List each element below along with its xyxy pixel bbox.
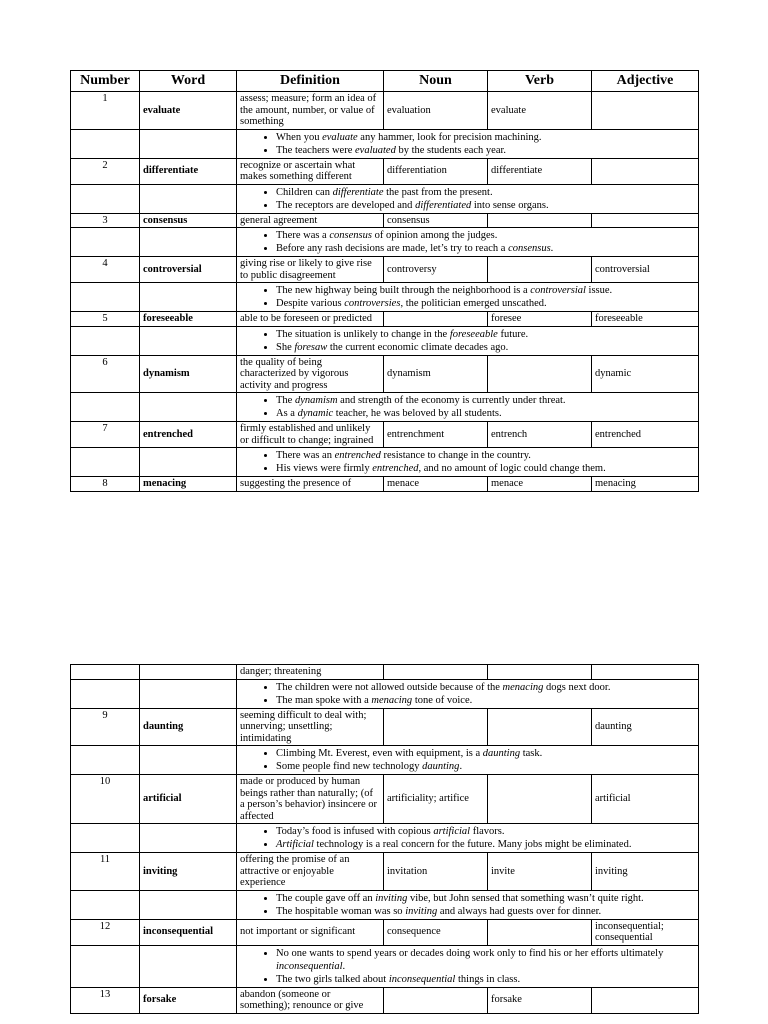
example-sentence: • No one wants to spend years or decades doing work only to find his or her efforts ultimately inconsequential. [276, 947, 695, 973]
number-cell: 1 [71, 92, 140, 130]
word-row [71, 919, 699, 945]
noun-cell: evaluation [384, 92, 488, 130]
example-list [240, 825, 695, 851]
example-spacer-word [140, 448, 237, 477]
definition-cell: giving rise or likely to give rise to public disagreement [237, 257, 384, 283]
example-spacer-word [140, 129, 237, 158]
adjective-cell [592, 213, 699, 228]
example-row [71, 184, 699, 213]
adjective-cell: entrenched [592, 422, 699, 448]
example-row [71, 945, 699, 987]
example-sentence: • The teachers were evaluated by the students each year. [276, 144, 695, 157]
example-row [71, 824, 699, 853]
number-cell: 9 [71, 708, 140, 746]
verb-cell [488, 213, 592, 228]
example-row [71, 129, 699, 158]
example-spacer-word [140, 283, 237, 312]
definition-cell: assess; measure; form an idea of the amount, number, or value of something [237, 92, 384, 130]
example-spacer-number [71, 448, 140, 477]
number-cell: 7 [71, 422, 140, 448]
example-sentence: • When you evaluate any hammer, look for precision machining. [276, 131, 695, 144]
example-list [240, 892, 695, 918]
adjective-cell [592, 92, 699, 130]
example-sentences-cell [237, 448, 699, 477]
example-spacer-word [140, 679, 237, 708]
word-cell: controversial [140, 257, 237, 283]
example-sentences-cell [237, 184, 699, 213]
example-list [240, 186, 695, 212]
example-spacer-word [140, 746, 237, 775]
vocabulary-table-part-1 [70, 70, 699, 492]
number-cell: 10 [71, 775, 140, 824]
number-cell: 8 [71, 477, 140, 492]
definition-cell: offering the promise of an attractive or enjoyable experience [237, 853, 384, 891]
adjective-cell: controversial [592, 257, 699, 283]
word-cell: daunting [140, 708, 237, 746]
verb-cell: differentiate [488, 158, 592, 184]
example-sentence: • As a dynamic teacher, he was beloved by all students. [276, 407, 695, 420]
example-spacer-number [71, 945, 140, 987]
example-spacer-word [140, 890, 237, 919]
example-list [240, 747, 695, 773]
example-sentence: • The couple gave off an inviting vibe, but John sensed that something wasn’t quite right. [276, 892, 695, 905]
example-sentence: • Some people find new technology daunting. [276, 760, 695, 773]
verb-cell [488, 355, 592, 393]
vocabulary-table-part-2 [70, 664, 699, 1014]
word-row [71, 665, 699, 680]
example-row [71, 746, 699, 775]
example-spacer-number [71, 679, 140, 708]
header-noun: Noun [384, 71, 488, 92]
adjective-cell [592, 665, 699, 680]
header-adjective: Adjective [592, 71, 699, 92]
example-sentence: • Artificial technology is a real concern for the future. Many jobs might be eliminated. [276, 838, 695, 851]
number-cell [71, 665, 140, 680]
word-cell: differentiate [140, 158, 237, 184]
example-sentence: • The children were not allowed outside because of the menacing dogs next door. [276, 681, 695, 694]
verb-cell [488, 257, 592, 283]
adjective-cell: inconsequential; consequential [592, 919, 699, 945]
word-row [71, 708, 699, 746]
example-spacer-word [140, 184, 237, 213]
header-row [71, 71, 699, 92]
example-sentence: • The situation is unlikely to change in the foreseeable future. [276, 328, 695, 341]
definition-cell: recognize or ascertain what makes something different [237, 158, 384, 184]
noun-cell [384, 987, 488, 1013]
header-word: Word [140, 71, 237, 92]
example-list [240, 229, 695, 255]
word-cell: artificial [140, 775, 237, 824]
example-spacer-word [140, 326, 237, 355]
adjective-cell [592, 987, 699, 1013]
example-sentence: • The dynamism and strength of the economy is currently under threat. [276, 394, 695, 407]
example-sentences-cell [237, 824, 699, 853]
example-spacer-number [71, 228, 140, 257]
example-spacer-number [71, 824, 140, 853]
verb-cell [488, 665, 592, 680]
definition-cell: able to be foreseen or predicted [237, 312, 384, 327]
example-sentence: • Climbing Mt. Everest, even with equipment, is a daunting task. [276, 747, 695, 760]
example-spacer-number [71, 890, 140, 919]
example-sentence: • There was a consensus of opinion among the judges. [276, 229, 695, 242]
word-cell: consensus [140, 213, 237, 228]
word-row [71, 422, 699, 448]
word-row [71, 853, 699, 891]
number-cell: 12 [71, 919, 140, 945]
example-spacer-word [140, 824, 237, 853]
noun-cell [384, 665, 488, 680]
word-cell: dynamism [140, 355, 237, 393]
example-sentences-cell [237, 326, 699, 355]
verb-cell: menace [488, 477, 592, 492]
word-cell: menacing [140, 477, 237, 492]
noun-cell: consensus [384, 213, 488, 228]
word-row [71, 312, 699, 327]
example-list [240, 394, 695, 420]
word-row [71, 158, 699, 184]
example-list [240, 947, 695, 986]
noun-cell: dynamism [384, 355, 488, 393]
example-sentences-cell [237, 746, 699, 775]
definition-cell: suggesting the presence of [237, 477, 384, 492]
adjective-cell: artificial [592, 775, 699, 824]
adjective-cell: menacing [592, 477, 699, 492]
noun-cell: consequence [384, 919, 488, 945]
word-cell: foreseeable [140, 312, 237, 327]
example-row [71, 326, 699, 355]
example-sentences-cell [237, 679, 699, 708]
definition-cell: the quality of being characterized by vigorous activity and progress [237, 355, 384, 393]
word-row [71, 257, 699, 283]
word-row [71, 92, 699, 130]
example-list [240, 449, 695, 475]
example-row [71, 228, 699, 257]
noun-cell [384, 312, 488, 327]
verb-cell [488, 708, 592, 746]
verb-cell: evaluate [488, 92, 592, 130]
definition-cell: general agreement [237, 213, 384, 228]
example-sentence: • Today’s food is infused with copious artificial flavors. [276, 825, 695, 838]
word-row [71, 355, 699, 393]
definition-cell: not important or significant [237, 919, 384, 945]
verb-cell: entrench [488, 422, 592, 448]
example-row [71, 448, 699, 477]
noun-cell: controversy [384, 257, 488, 283]
example-sentence: • The new highway being built through the neighborhood is a controversial issue. [276, 284, 695, 297]
number-cell: 6 [71, 355, 140, 393]
example-spacer-number [71, 129, 140, 158]
example-sentences-cell [237, 129, 699, 158]
example-sentences-cell [237, 890, 699, 919]
example-spacer-number [71, 393, 140, 422]
example-spacer-word [140, 393, 237, 422]
verb-cell [488, 919, 592, 945]
example-list [240, 131, 695, 157]
example-list [240, 284, 695, 310]
noun-cell: menace [384, 477, 488, 492]
word-cell: evaluate [140, 92, 237, 130]
example-sentence: • There was an entrenched resistance to change in the country. [276, 449, 695, 462]
example-sentences-cell [237, 228, 699, 257]
number-cell: 4 [71, 257, 140, 283]
noun-cell: entrenchment [384, 422, 488, 448]
noun-cell: artificiality; artifice [384, 775, 488, 824]
definition-cell: seeming difficult to deal with; unnerving; unsettling; intimidating [237, 708, 384, 746]
number-cell: 3 [71, 213, 140, 228]
header-definition: Definition [237, 71, 384, 92]
word-cell: inviting [140, 853, 237, 891]
example-row [71, 890, 699, 919]
example-sentence: • Children can differentiate the past from the present. [276, 186, 695, 199]
adjective-cell: dynamic [592, 355, 699, 393]
number-cell: 5 [71, 312, 140, 327]
noun-cell: invitation [384, 853, 488, 891]
adjective-cell [592, 158, 699, 184]
definition-cell: firmly established and unlikely or difficult to change; ingrained [237, 422, 384, 448]
definition-cell: danger; threatening [237, 665, 384, 680]
noun-cell [384, 708, 488, 746]
example-sentence: • She foresaw the current economic climate decades ago. [276, 341, 695, 354]
example-sentence: • The man spoke with a menacing tone of voice. [276, 694, 695, 707]
example-sentence: • Before any rash decisions are made, let’s try to reach a consensus. [276, 242, 695, 255]
verb-cell: foresee [488, 312, 592, 327]
word-row [71, 987, 699, 1013]
header-verb: Verb [488, 71, 592, 92]
example-list [240, 681, 695, 707]
noun-cell: differentiation [384, 158, 488, 184]
word-row [71, 477, 699, 492]
example-row [71, 283, 699, 312]
word-cell [140, 665, 237, 680]
definition-cell: abandon (someone or something); renounce or give [237, 987, 384, 1013]
word-cell: inconsequential [140, 919, 237, 945]
example-sentence: • The two girls talked about inconsequential things in class. [276, 973, 695, 986]
adjective-cell: inviting [592, 853, 699, 891]
example-row [71, 679, 699, 708]
example-spacer-number [71, 746, 140, 775]
word-cell: forsake [140, 987, 237, 1013]
header-number: Number [71, 71, 140, 92]
word-row [71, 775, 699, 824]
example-sentences-cell [237, 393, 699, 422]
example-spacer-number [71, 283, 140, 312]
word-row [71, 213, 699, 228]
number-cell: 2 [71, 158, 140, 184]
example-list [240, 328, 695, 354]
example-sentences-cell [237, 945, 699, 987]
verb-cell: forsake [488, 987, 592, 1013]
definition-cell: made or produced by human beings rather than naturally; (of a person’s behavior) insincere or affected [237, 775, 384, 824]
number-cell: 13 [71, 987, 140, 1013]
example-spacer-word [140, 228, 237, 257]
example-spacer-number [71, 184, 140, 213]
number-cell: 11 [71, 853, 140, 891]
word-cell: entrenched [140, 422, 237, 448]
example-sentence: • His views were firmly entrenched, and no amount of logic could change them. [276, 462, 695, 475]
example-sentence: • The hospitable woman was so inviting and always had guests over for dinner. [276, 905, 695, 918]
adjective-cell: daunting [592, 708, 699, 746]
example-sentence: • Despite various controversies, the politician emerged unscathed. [276, 297, 695, 310]
adjective-cell: foreseeable [592, 312, 699, 327]
verb-cell [488, 775, 592, 824]
example-spacer-word [140, 945, 237, 987]
example-spacer-number [71, 326, 140, 355]
verb-cell: invite [488, 853, 592, 891]
example-sentence: • The receptors are developed and differentiated into sense organs. [276, 199, 695, 212]
example-sentences-cell [237, 283, 699, 312]
example-row [71, 393, 699, 422]
